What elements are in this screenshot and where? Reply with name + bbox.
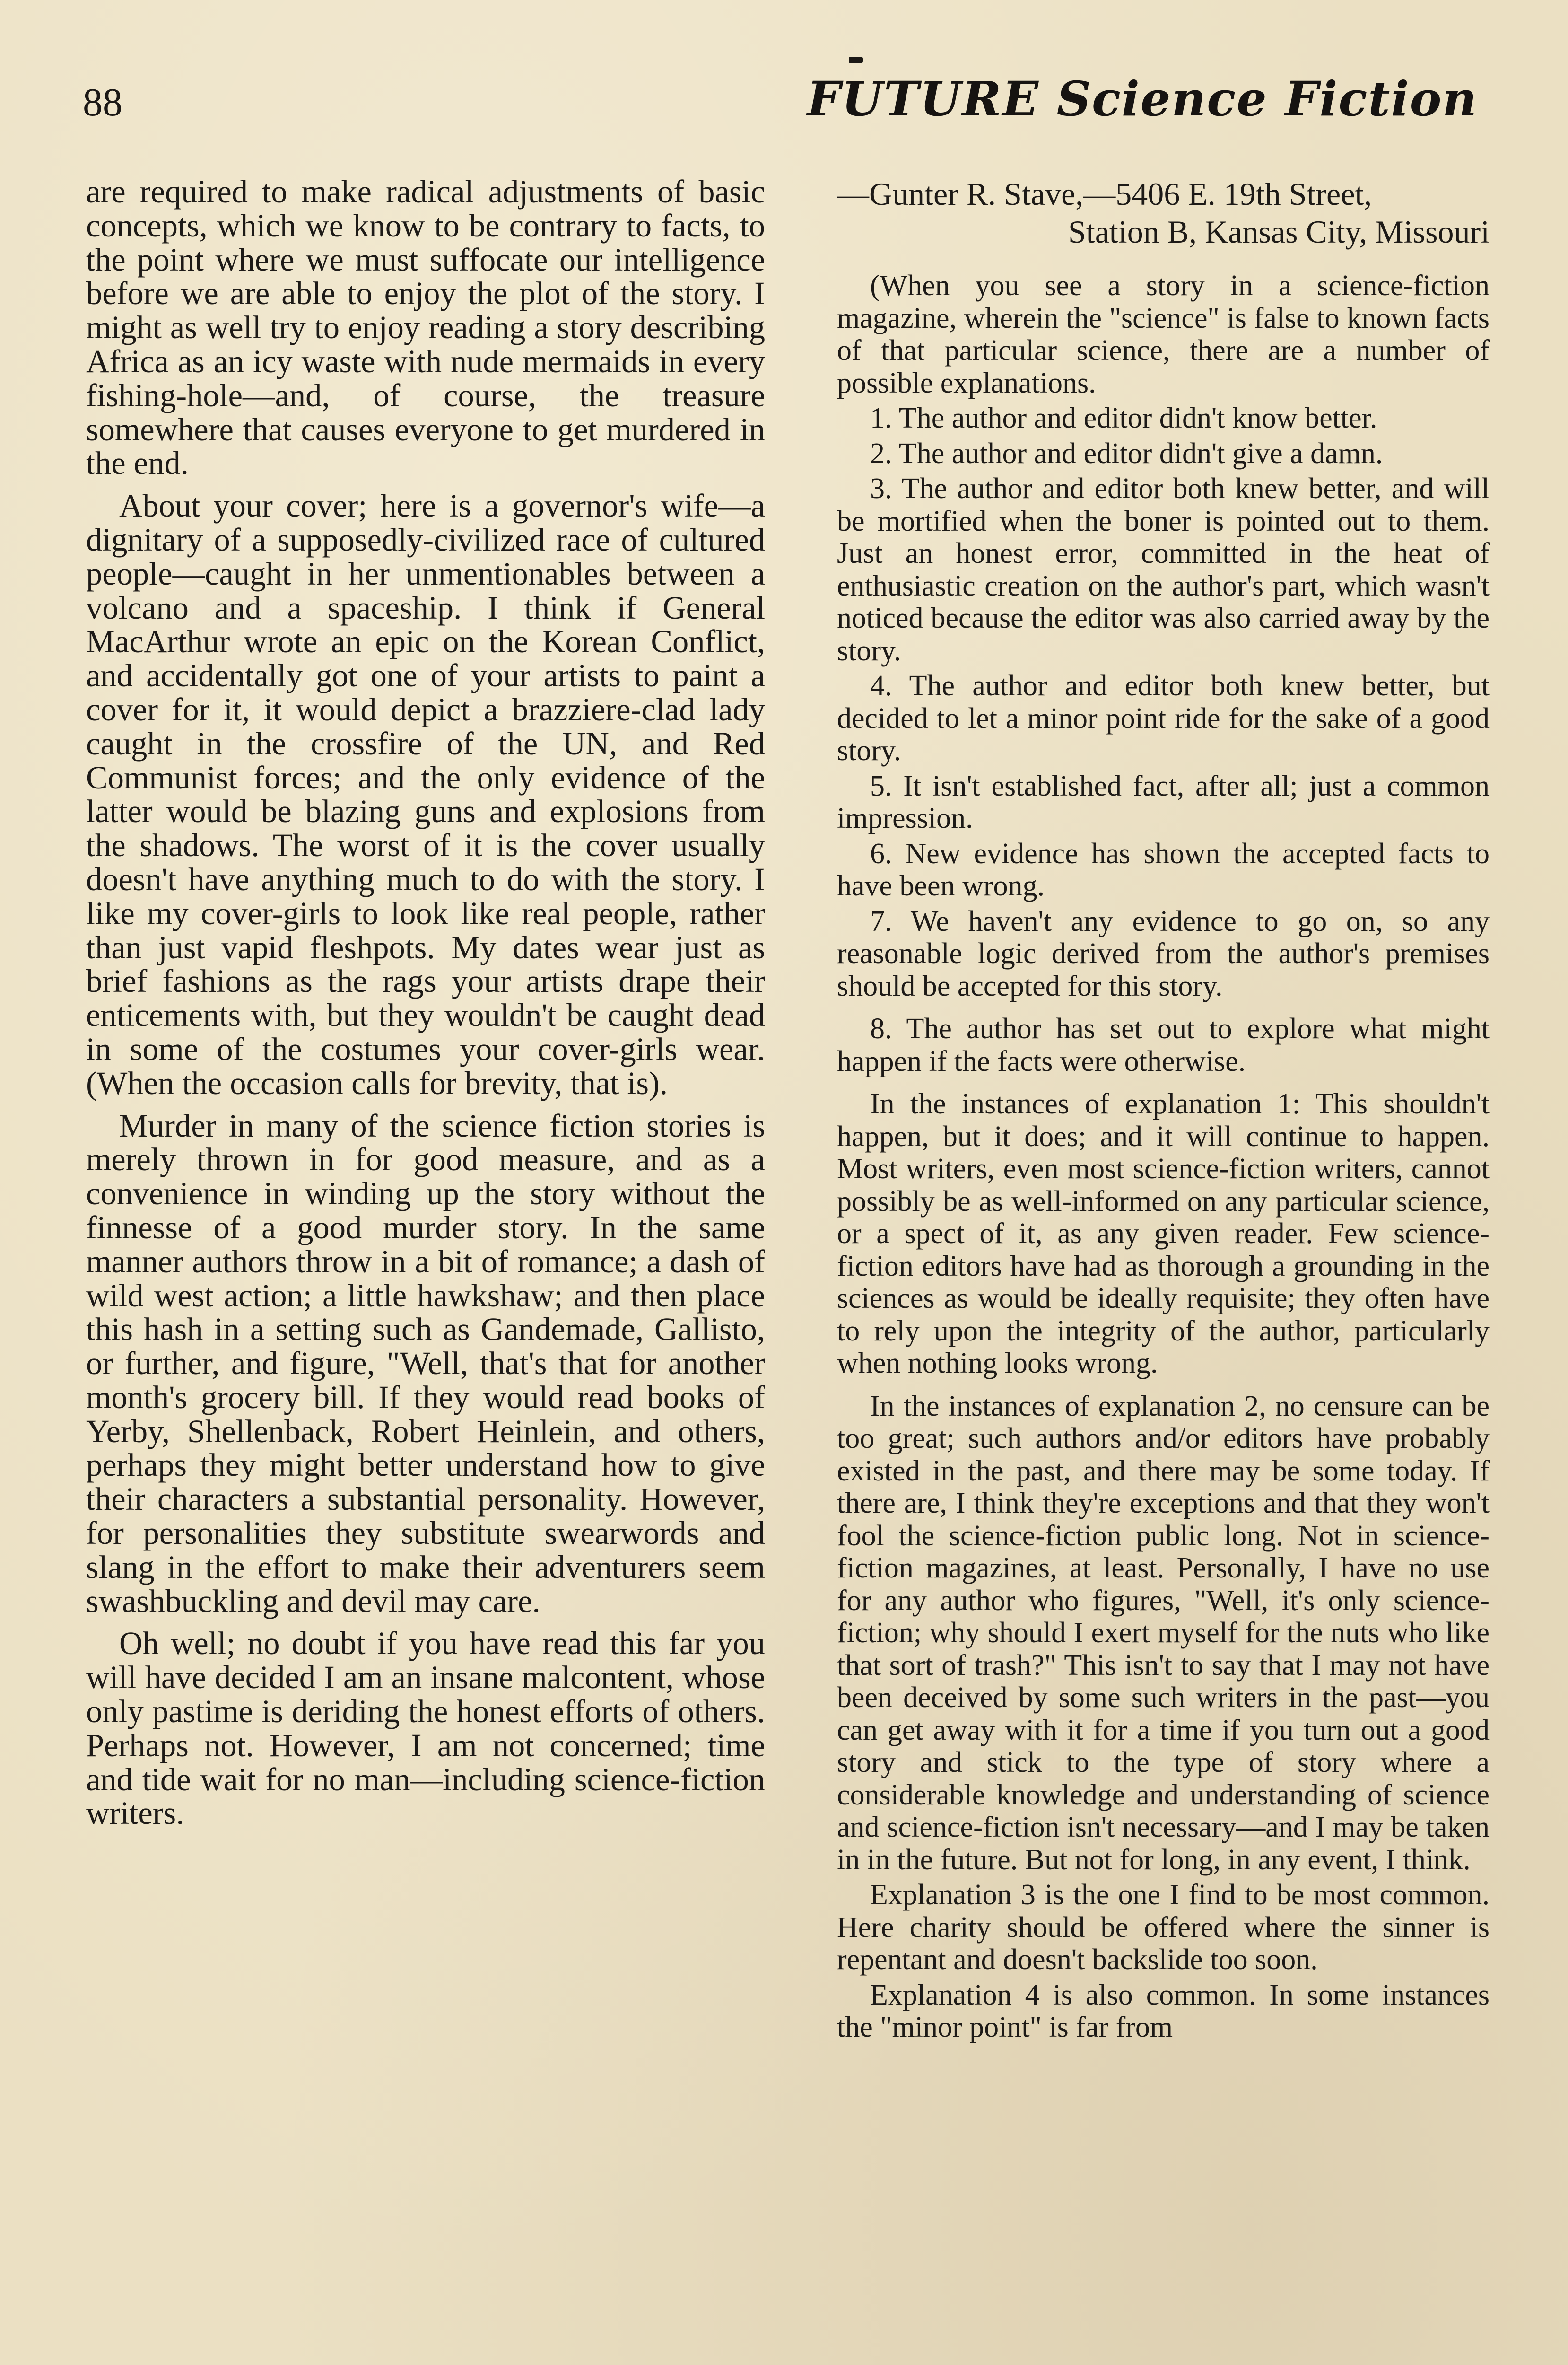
- letter-paragraph: About your cover; here is a governor's wife—a dignitary of a supposedly-civilized race of cultured people—caught in her unmentionables between a volcano and a spaceship. I think if General MacArthur wrote an epic on the Korean Conflict, and accidentally got one of your artists to paint a cover for it, it would depict a brazziere-clad lady caught in the crossfire of the UN, and Red Communist forces; and the only evidence of the latter would be blazing guns and explosions from the shadows. The worst of it is the cover usually doesn't have anything much to do with the story. I like my cover-girls to look like real people, rather than just vapid fleshpots. My dates wear just as brief fashions as the rags your artists drape their enticements with, but they wouldn't be caught dead in some of the costumes your cover-girls wear. (When the occasion calls for brevity, that is).: [86, 488, 765, 1101]
- explanation-item: 3. The author and editor both knew better, and will be mortified when the boner is pointed out to them. Just an honest error, committed in the heat of enthusiastic creation on the author's part, which wasn't noticed because the editor was also carried away by the story.: [837, 473, 1490, 667]
- magazine-title: FUTURE Science Fiction: [807, 71, 1478, 127]
- letter-paragraph: Oh well; no doubt if you have read this far you will have decided I am an insane malcontent, whose only pastime is deriding the honest efforts of others. Perhaps not. However, I am not concerned; time and tide wait for no man—including science-fiction writers.: [86, 1625, 765, 1831]
- signature-name-address: —Gunter R. Stave,—5406 E. 19th Street,: [837, 176, 1372, 212]
- left-column: [86, 175, 765, 2365]
- explanation-item: 2. The author and editor didn't give a damn.: [870, 437, 1383, 470]
- signature-city: Station B, Kansas City, Missouri: [1068, 214, 1490, 250]
- letter-signature: [837, 175, 1490, 251]
- print-mark: [849, 57, 863, 63]
- right-column: [837, 175, 1490, 2365]
- explanation-item: 7. We haven't any evidence to go on, so any reasonable logic derived from the author's premises should be accepted for this story.: [837, 905, 1490, 1002]
- page-number: 88: [83, 80, 122, 124]
- explanation-item: 6. New evidence has shown the accepted facts to have been wrong.: [837, 837, 1490, 902]
- explanation-item: 8. The author has set out to explore what might happen if the facts were otherwise.: [837, 1013, 1490, 1077]
- explanation-item: 5. It isn't established fact, after all; just a common impression.: [837, 770, 1490, 834]
- editor-reply-paragraph: In the instances of explanation 1: This shouldn't happen, but it does; and it will continue to happen. Most writers, even most science-fiction writers, cannot possibly be as well-informed on any particular science, or a spect of it, as any given reader. Few science-fiction editors have had as thorough a grounding in the sciences as would be ideally requisite; they often have to rely upon the integrity of the author, particularly when nothing looks wrong.: [837, 1088, 1490, 1379]
- editor-reply-paragraph: Explanation 4 is also common. In some instances the "minor point" is far from: [837, 1979, 1490, 2043]
- explanation-item: 1. The author and editor didn't know better.: [870, 402, 1377, 434]
- letter-paragraph: Murder in many of the science fiction stories is merely thrown in for good measure, and as a convenience in winding up the story without the finnesse of a good murder story. In the same manner authors throw in a bit of romance; a dash of wild west action; a little hawkshaw; and then place this hash in a setting such as Gandemade, Gallisto, or further, and figure, "Well, that's that for another month's grocery bill. If they would read books of Yerby, Shellenback, Robert Heinlein, and others, perhaps they might better understand how to give their characters a substantial personality. However, for personalities they substitute swearwords and slang in the effort to make their adventurers seem swashbuckling and devil may care.: [86, 1107, 765, 1619]
- editor-reply-paragraph: Explanation 3 is the one I find to be most common. Here charity should be offered where the sinner is repentant and doesn't backslide too soon.: [837, 1879, 1490, 1976]
- editor-reply-paragraph: In the instances of explanation 2, no censure can be too great; such authors and/or editors have probably existed in the past, and there may be some today. If there are, I think they're exceptions and that they won't fool the science-fiction public long. Not in science-fiction magazines, at least. Personally, I have no use for any author who figures, "Well, it's only science-fiction; why should I exert myself for the nuts who like that sort of trash?" This isn't to say that I may not have been deceived by some such writers in the past—you can get away with it for a time if you turn out a good story and stick to the type of story where a considerable knowledge and understanding of science and science-fiction isn't necessary—and I may be taken in in the future. But not for long, in any event, I think.: [837, 1390, 1490, 1876]
- page-header: [83, 71, 1492, 142]
- editor-reply-intro: (When you see a story in a science-fiction magazine, wherein the "science" is false to known facts of that particular science, there are a number of possible explanations.: [837, 270, 1490, 399]
- letter-paragraph: are required to make radical adjustments of basic concepts, which we know to be contrary to facts, to the point where we must suffocate our intelligence before we are able to enjoy the plot of the story. I might as well try to enjoy reading a story describing Africa as an icy waste with nude mermaids in every fishing-hole—and, of course, the treasure somewhere that causes everyone to get murdered in the end.: [86, 175, 765, 482]
- explanation-item: 4. The author and editor both knew better, but decided to let a minor point ride for the sake of a good story.: [837, 670, 1490, 767]
